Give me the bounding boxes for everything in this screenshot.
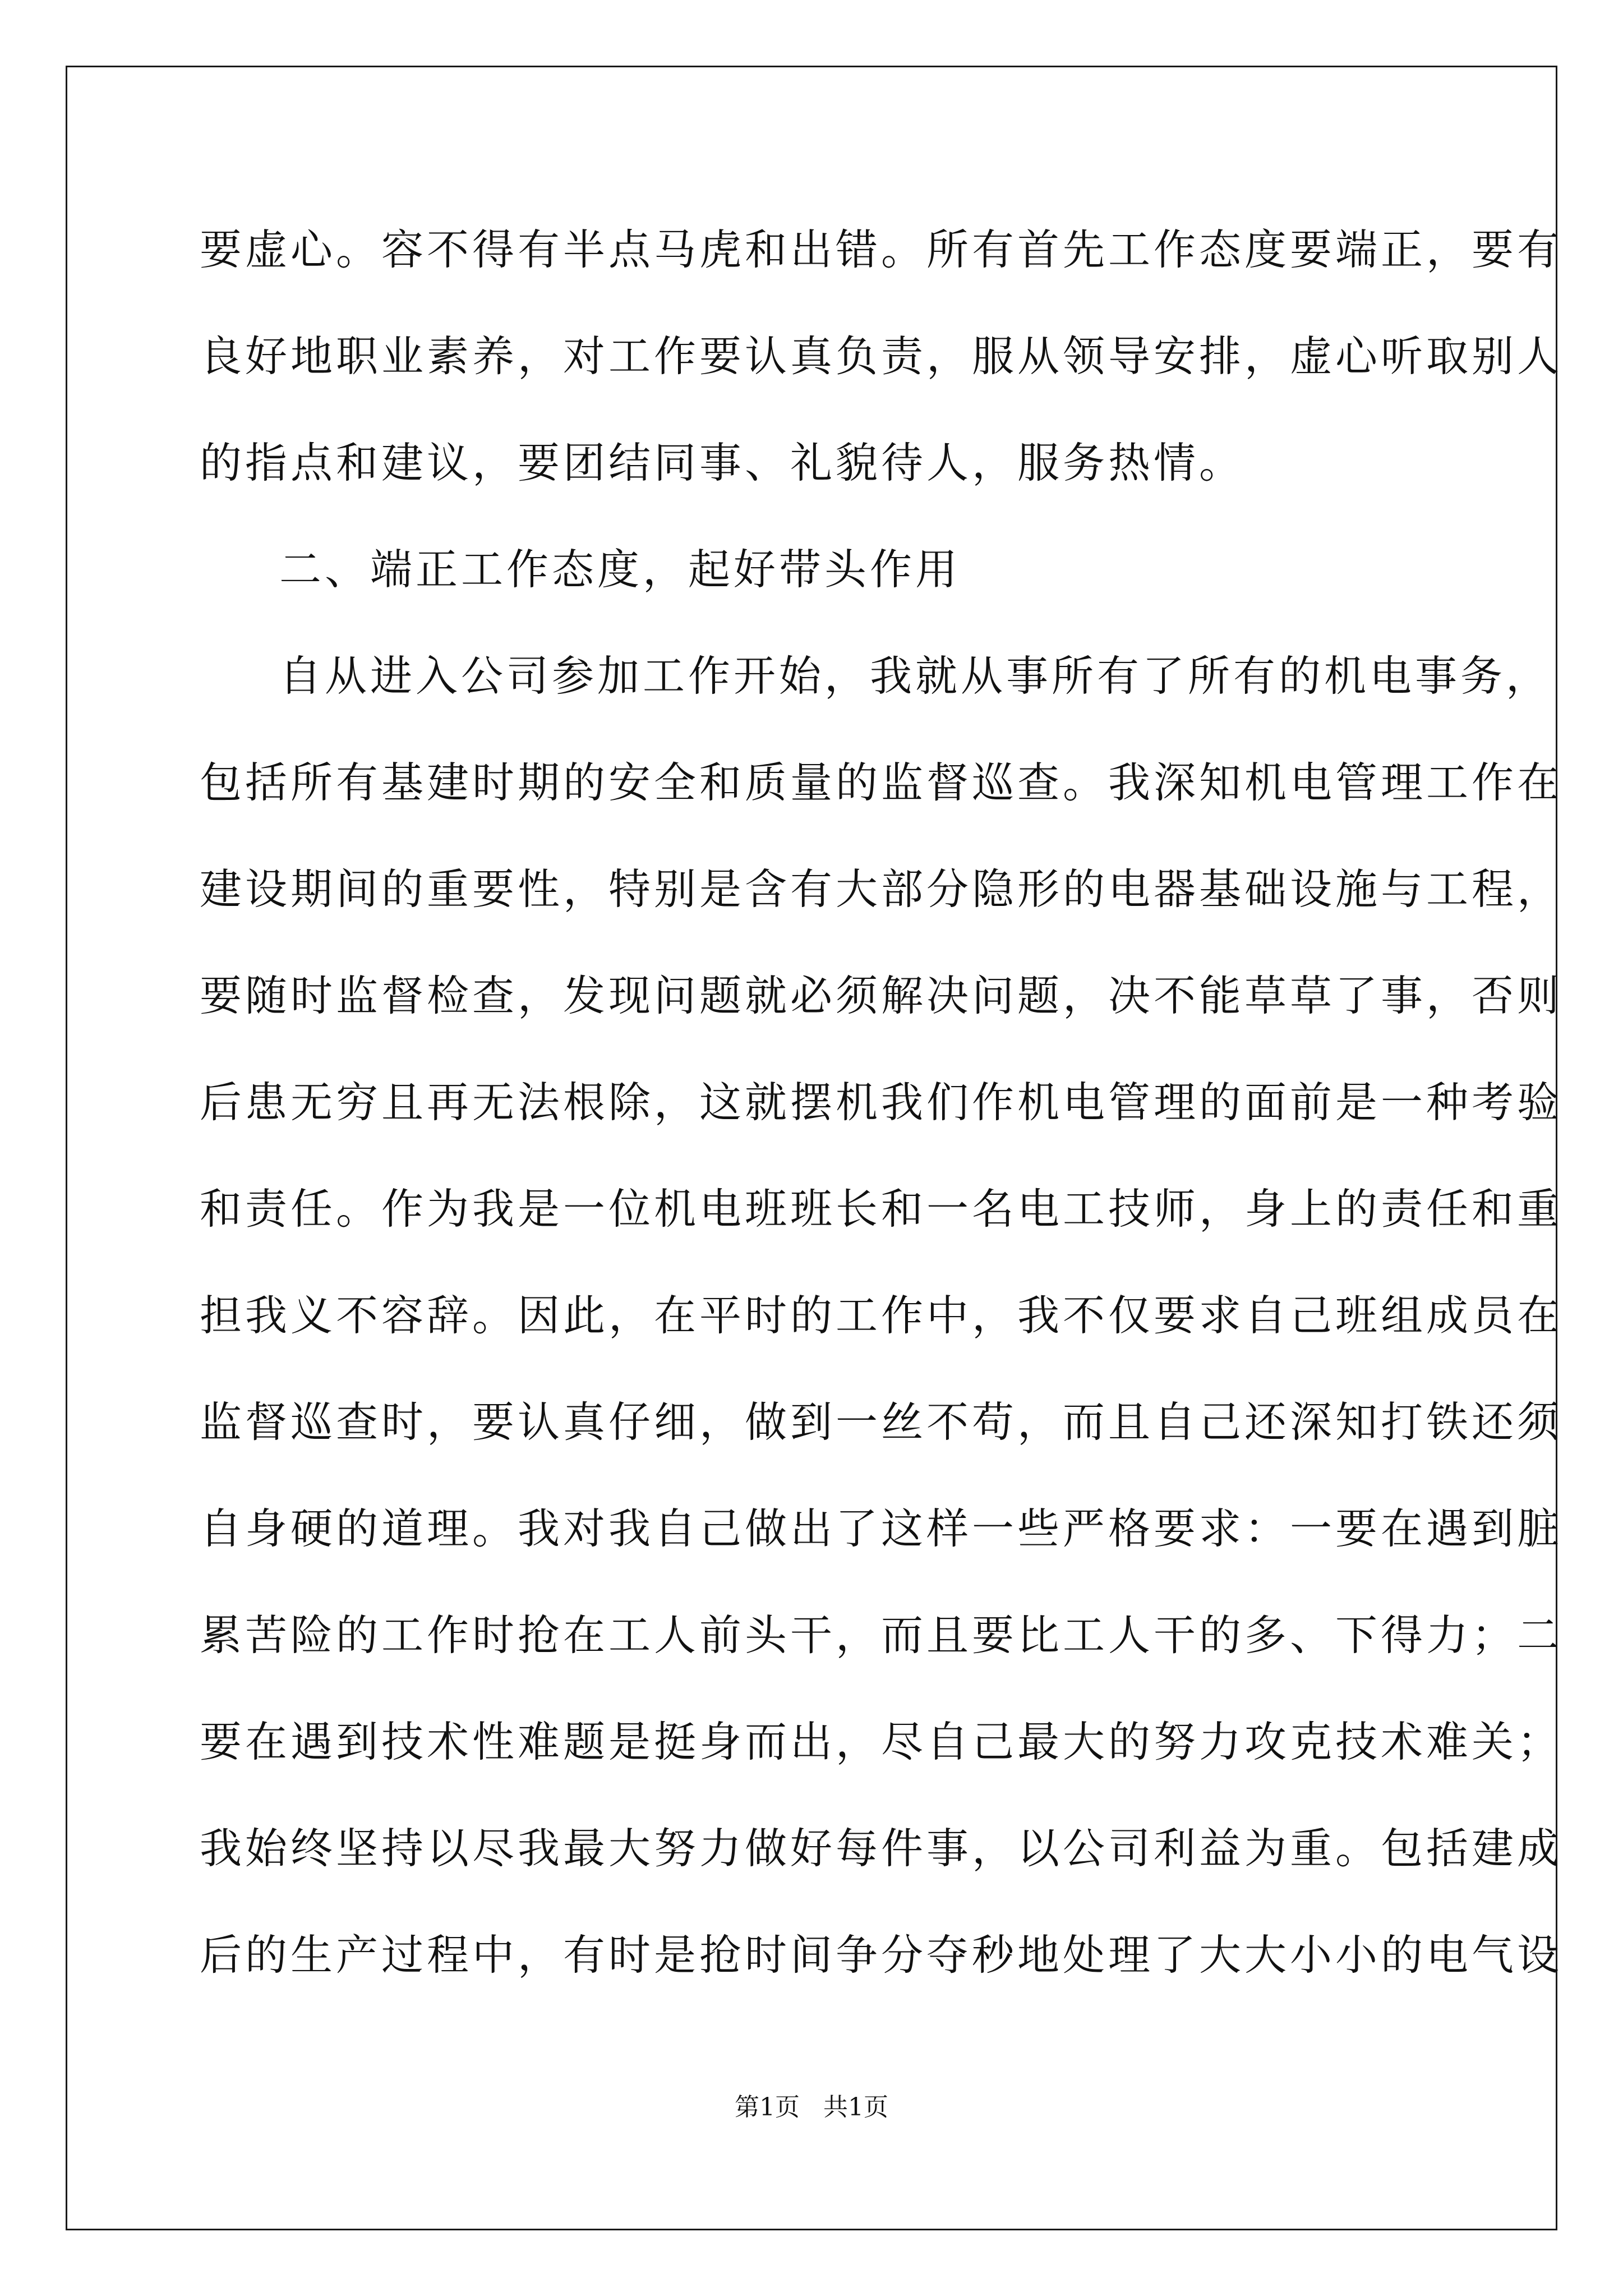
text-line-8: 要随时监督检查，发现问题就必须解决问题，决不能草草了事，否则 <box>200 971 1563 1020</box>
text-line-9: 后患无穷且再无法根除，这就摆机我们作机电管理的面前是一种考验 <box>200 1078 1563 1127</box>
text-line-11: 担我义不容辞。因此，在平时的工作中，我不仅要求自己班组成员在 <box>200 1291 1563 1340</box>
text-line-10: 和责任。作为我是一位机电班班长和一名电工技师，身上的责任和重 <box>200 1184 1563 1234</box>
text-line-17: 后的生产过程中，有时是抢时间争分夺秒地处理了大大小小的电气设 <box>200 1930 1563 1980</box>
text-line-13: 自身硬的道理。我对我自己做出了这样一些严格要求：一要在遇到脏 <box>200 1504 1563 1553</box>
page-border <box>66 66 1557 2230</box>
text-line-1: 要虚心。容不得有半点马虎和出错。所有首先工作态度要端正，要有 <box>200 225 1563 274</box>
text-line-7: 建设期间的重要性，特别是含有大部分隐形的电器基础设施与工程， <box>200 864 1563 914</box>
page-footer: 第1页 共1页 <box>735 2093 888 2122</box>
text-line-15: 要在遇到技术性难题是挺身而出，尽自己最大的努力攻克技术难关； <box>200 1717 1563 1766</box>
text-line-2: 良好地职业素养，对工作要认真负责，服从领导安排，虚心听取别人 <box>200 332 1563 381</box>
text-line-12: 监督巡查时，要认真仔细，做到一丝不苟，而且自己还深知打铁还须 <box>200 1397 1563 1447</box>
text-line-5: 自从进入公司参加工作开始，我就从事所有了所有的机电事务， <box>279 651 1552 701</box>
section-heading: 二、端正工作态度，起好带头作用 <box>279 545 961 594</box>
text-line-6: 包括所有基建时期的安全和质量的监督巡查。我深知机电管理工作在 <box>200 758 1563 807</box>
text-line-16: 我始终坚持以尽我最大努力做好每件事，以公司利益为重。包括建成 <box>200 1824 1563 1873</box>
text-line-3: 的指点和建议，要团结同事、礼貌待人，服务热情。 <box>200 438 1245 487</box>
text-line-14: 累苦险的工作时抢在工人前头干，而且要比工人干的多、下得力；二 <box>200 1611 1563 1660</box>
